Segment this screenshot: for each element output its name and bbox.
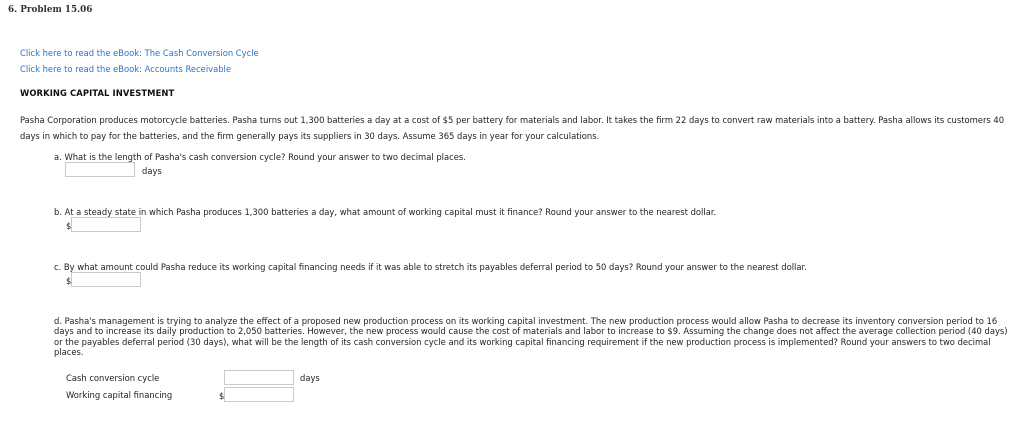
cash-conversion-cycle-input[interactable] (224, 370, 294, 385)
question-c-amount-input[interactable] (71, 272, 141, 287)
cash-conversion-cycle-label: Cash conversion cycle (66, 373, 160, 383)
problem-statement: Pasha Corporation produces motorcycle batteries. Pasha turns out 1,300 batteries a day at a cost of $5 per battery for materials and labor. It takes the firm 22 days to convert raw materials into a battery. Pasha allows its customers 40 days in which to pay for the batteries, and the firm generally pays its suppliers in 30 days. Assume 365 days in year for your calculations. (20, 115, 1005, 141)
ebook-link-cash-conversion-cycle[interactable]: Click here to read the eBook: The Cash Conversion Cycle (20, 48, 259, 58)
question-d-paragraph: d. Pasha's management is trying to analyze the effect of a proposed new production process on its working capital investment. The new production process would allow Pasha to decrease its inventory conversion period to 16 days and to increase its daily production to 2,050 batteries. However, the new process would cause the cost of materials and labor to increase to $9. Assuming the change does not affect the average collection period (40 days) or the payables deferral period (30 days), what will be the length of its cash conversion cycle and its working capital financing requirement if the new production process is implemented? Round your answers to two decimal places. (54, 316, 1008, 357)
ebook-link-accounts-receivable[interactable]: Click here to read the eBook: Accounts Receivable (20, 64, 232, 74)
cash-conversion-cycle-unit: days (300, 373, 320, 383)
working-capital-financing-input[interactable] (224, 387, 294, 402)
question-c-text: c. By what amount could Pasha reduce its working capital financing needs if it was able to stretch its payables deferral period to 50 days? Round your answer to the nearest dollar. (54, 262, 807, 272)
working-capital-financing-label: Working capital financing (66, 390, 173, 400)
question-c-currency: $ (66, 276, 72, 286)
question-b-amount-input[interactable] (71, 217, 141, 232)
question-a-days-input[interactable] (65, 162, 135, 177)
question-b-currency: $ (66, 221, 72, 231)
question-a-text: a. What is the length of Pasha's cash conversion cycle? Round your answer to two decimal places. (54, 152, 466, 162)
working-capital-financing-currency: $ (219, 391, 225, 401)
section-heading: WORKING CAPITAL INVESTMENT (20, 88, 175, 98)
question-b-text: b. At a steady state in which Pasha produces 1,300 batteries a day, what amount of working capital must it finance? Round your answer to the nearest dollar. (54, 207, 717, 217)
problem-title: 6. Problem 15.06 (8, 5, 93, 15)
question-a-unit: days (142, 166, 162, 176)
question-d-text (54, 316, 1012, 357)
